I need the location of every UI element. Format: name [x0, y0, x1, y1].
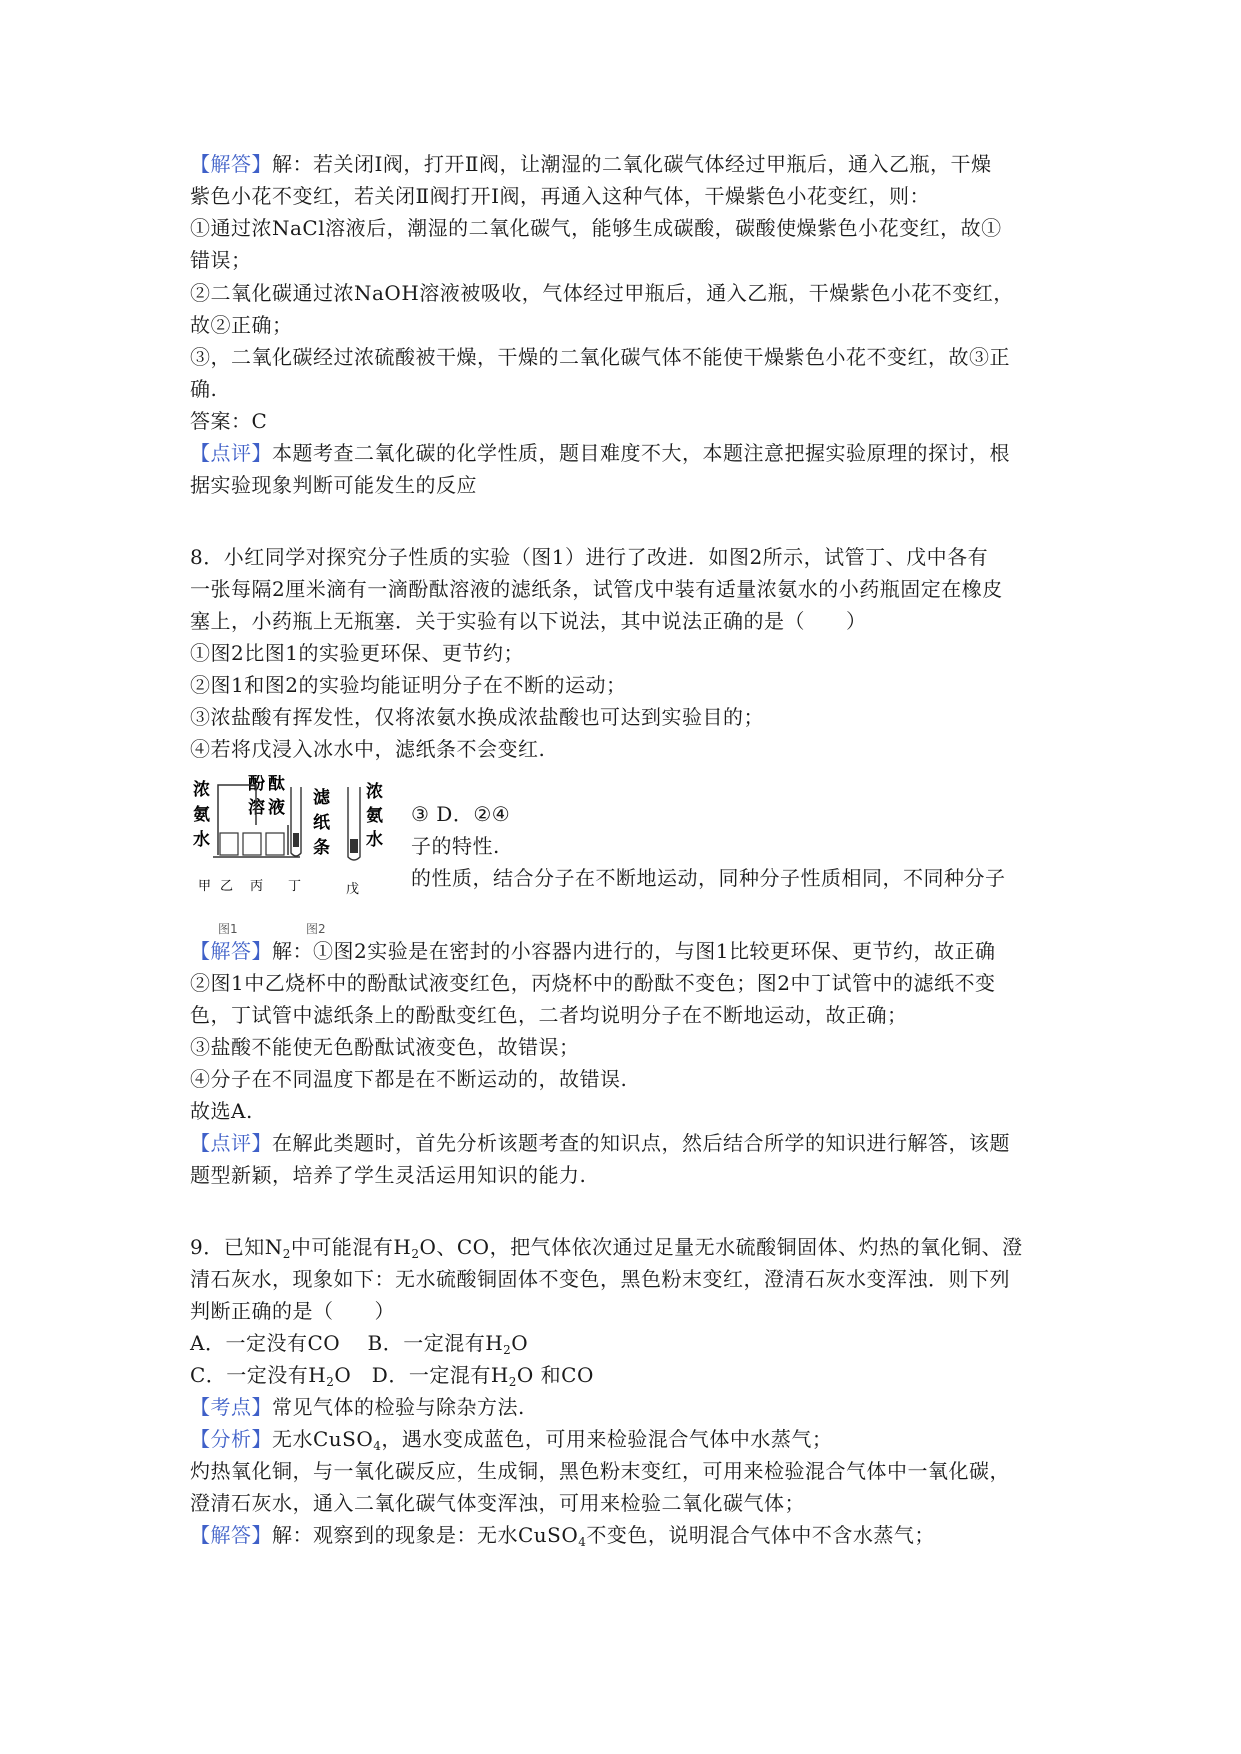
svg-text:氨: 氨 — [193, 805, 210, 825]
comment-line: 【点评】本题考查二氧化碳的化学性质，题目难度不大，本题注意把握实验原理的探讨，根 — [190, 441, 1010, 465]
beaker-jia — [220, 833, 238, 855]
option-line: ①图2比图1的实验更环保、更节约； — [190, 641, 524, 665]
bell-jar — [218, 785, 288, 855]
label-ammonia-left: 浓 — [193, 780, 210, 800]
svg-text:水: 水 — [193, 830, 210, 850]
label-filter-strip: 滤 — [313, 788, 330, 808]
label-yi: 乙 — [220, 879, 234, 894]
svg-text:液: 液 — [268, 798, 285, 818]
beaker-yi — [243, 833, 261, 855]
answer-choice: 故选A. — [190, 1099, 253, 1123]
answer-choice: 答案：C — [190, 409, 268, 433]
text-line: 色，丁试管中滤纸条上的酚酞变红色，二者均说明分子在不断地运动，故正确； — [190, 1003, 908, 1027]
comment-line: 【点评】在解此类题时，首先分析该题考查的知识点，然后结合所学的知识进行解答，该题 — [190, 1131, 1010, 1155]
text-line: 子的特性. — [411, 834, 500, 858]
text-line: 题型新颖，培养了学生灵活运用知识的能力. — [190, 1163, 587, 1187]
analysis-tag: 【分析】 — [190, 1427, 272, 1451]
question-9-line: 9．已知$N_2$中可能混有$H_2O$、CO，把气体依次通过足量无水硫酸铜固体、灼热的氧化铜、澄 — [190, 1235, 1023, 1261]
keypoint-tag: 【考点】 — [190, 1395, 272, 1419]
label-bing: 丙 — [250, 879, 264, 894]
text-line: ①通过浓NaCl溶液后，潮湿的二氧化碳气，能够生成碳酸，碳酸使燥紫色小花变红，故① — [190, 216, 1002, 240]
experiment-figure — [188, 775, 410, 935]
stopper-ding — [293, 833, 299, 847]
option-line: ④若将戊浸入冰水中，滤纸条不会变红. — [190, 737, 546, 761]
text-line: 的性质，结合分子在不断地运动，同种分子性质相同，不同种分子 — [411, 866, 1006, 890]
beaker-bing — [266, 833, 284, 855]
text-line: 错误； — [190, 248, 252, 272]
option-line: ②图1和图2的实验均能证明分子在不断的运动； — [190, 673, 627, 697]
answer-tag: 【解答】 — [190, 1523, 272, 1547]
text-line: 据实验现象判断可能发生的反应 — [190, 473, 477, 497]
text-line: 故②正确； — [190, 313, 293, 337]
text-line: 紫色小花不变红，若关闭Ⅱ阀打开Ⅰ阀，再通入这种气体，干燥紫色小花变红，则： — [190, 184, 930, 208]
option-line: A．一定没有CO B．一定混有$H_2O$ — [190, 1331, 529, 1357]
comment-tag: 【点评】 — [190, 1131, 272, 1155]
answer-line: 【解答】解：观察到的现象是：无水CuSO$_4$不变色，说明混合气体中不含水蒸气； — [190, 1523, 935, 1549]
medicine-bottle — [350, 839, 358, 853]
text-line: 确. — [190, 377, 218, 401]
analysis-line: 【分析】无水CuSO$_4$，遇水变成蓝色，可用来检验混合气体中水蒸气； — [190, 1427, 833, 1453]
label-ding: 丁 — [288, 879, 302, 894]
answer-tag: 【解答】 — [190, 939, 272, 963]
comment-tag: 【点评】 — [190, 441, 272, 465]
option-line: ③浓盐酸有挥发性，仅将浓氨水换成浓盐酸也可达到实验目的； — [190, 705, 764, 729]
text-line: 灼热氧化铜，与一氧化碳反应，生成铜，黑色粉末变红，可用来检验混合气体中一氧化碳， — [190, 1459, 1010, 1483]
text-line: ②二氧化碳通过浓NaOH溶液被吸收，气体经过甲瓶后，通入乙瓶，干燥紫色小花不变红， — [190, 281, 1014, 305]
keypoint-line: 【考点】常见气体的检验与除杂方法. — [190, 1395, 525, 1419]
answer-line-1: 【解答】解：若关闭Ⅰ阀，打开Ⅱ阀，让潮湿的二氧化碳气体经过甲瓶后，通入乙瓶，干燥 — [190, 152, 992, 176]
label-wu: 戊 — [346, 882, 360, 897]
text-line: ②图1中乙烧杯中的酚酞试液变红色，丙烧杯中的酚酞不变色；图2中丁试管中的滤纸不变 — [190, 971, 996, 995]
text-line: 清石灰水，现象如下：无水硫酸铜固体不变色，黑色粉末变红，澄清石灰水变浑浊．则下列 — [190, 1267, 1010, 1291]
caption-figure-1: 图1 — [218, 922, 238, 935]
svg-text:纸: 纸 — [313, 813, 330, 833]
text-line: ③ D．②④ — [411, 802, 511, 826]
label-jia: 甲 — [198, 879, 212, 894]
svg-text:氨: 氨 — [366, 806, 383, 826]
svg-text:条: 条 — [313, 838, 330, 858]
answer-tag: 【解答】 — [190, 152, 272, 176]
text-line: ④分子在不同温度下都是在不断运动的，故错误. — [190, 1067, 628, 1091]
text-line: 判断正确的是（ ） — [190, 1299, 395, 1323]
answer-line: 【解答】解：①图2实验是在密封的小容器内进行的，与图1比较更环保、更节约，故正确 — [190, 939, 996, 963]
option-line: C．一定没有$H_2O$ D．一定混有$H_2O$ 和CO — [190, 1363, 594, 1389]
question-8-line: 8．小红同学对探究分子性质的实验（图1）进行了改进．如图2所示，试管丁、戊中各有 — [190, 545, 989, 569]
text-line: ③，二氧化碳经过浓硫酸被干燥，干燥的二氧化碳气体不能使干燥紫色小花不变红，故③正 — [190, 345, 1010, 369]
label-phenolphthalein: 酚 — [248, 775, 265, 794]
caption-figure-2: 图2 — [306, 922, 326, 935]
text-line: 塞上，小药瓶上无瓶塞．关于实验有以下说法，其中说法正确的是（ ） — [190, 609, 867, 633]
svg-text:水: 水 — [366, 830, 383, 850]
label-ammonia-right: 浓 — [366, 782, 383, 802]
text-line: ③盐酸不能使无色酚酞试液变色，故错误； — [190, 1035, 580, 1059]
text-line: 一张每隔2厘米滴有一滴酚酞溶液的滤纸条，试管戊中装有适量浓氨水的小药瓶固定在橡皮 — [190, 577, 1003, 601]
text-line: 澄清石灰水，通入二氧化碳气体变浑浊，可用来检验二氧化碳气体； — [190, 1491, 805, 1515]
svg-text:酞: 酞 — [268, 775, 285, 794]
svg-text:溶: 溶 — [248, 798, 265, 818]
